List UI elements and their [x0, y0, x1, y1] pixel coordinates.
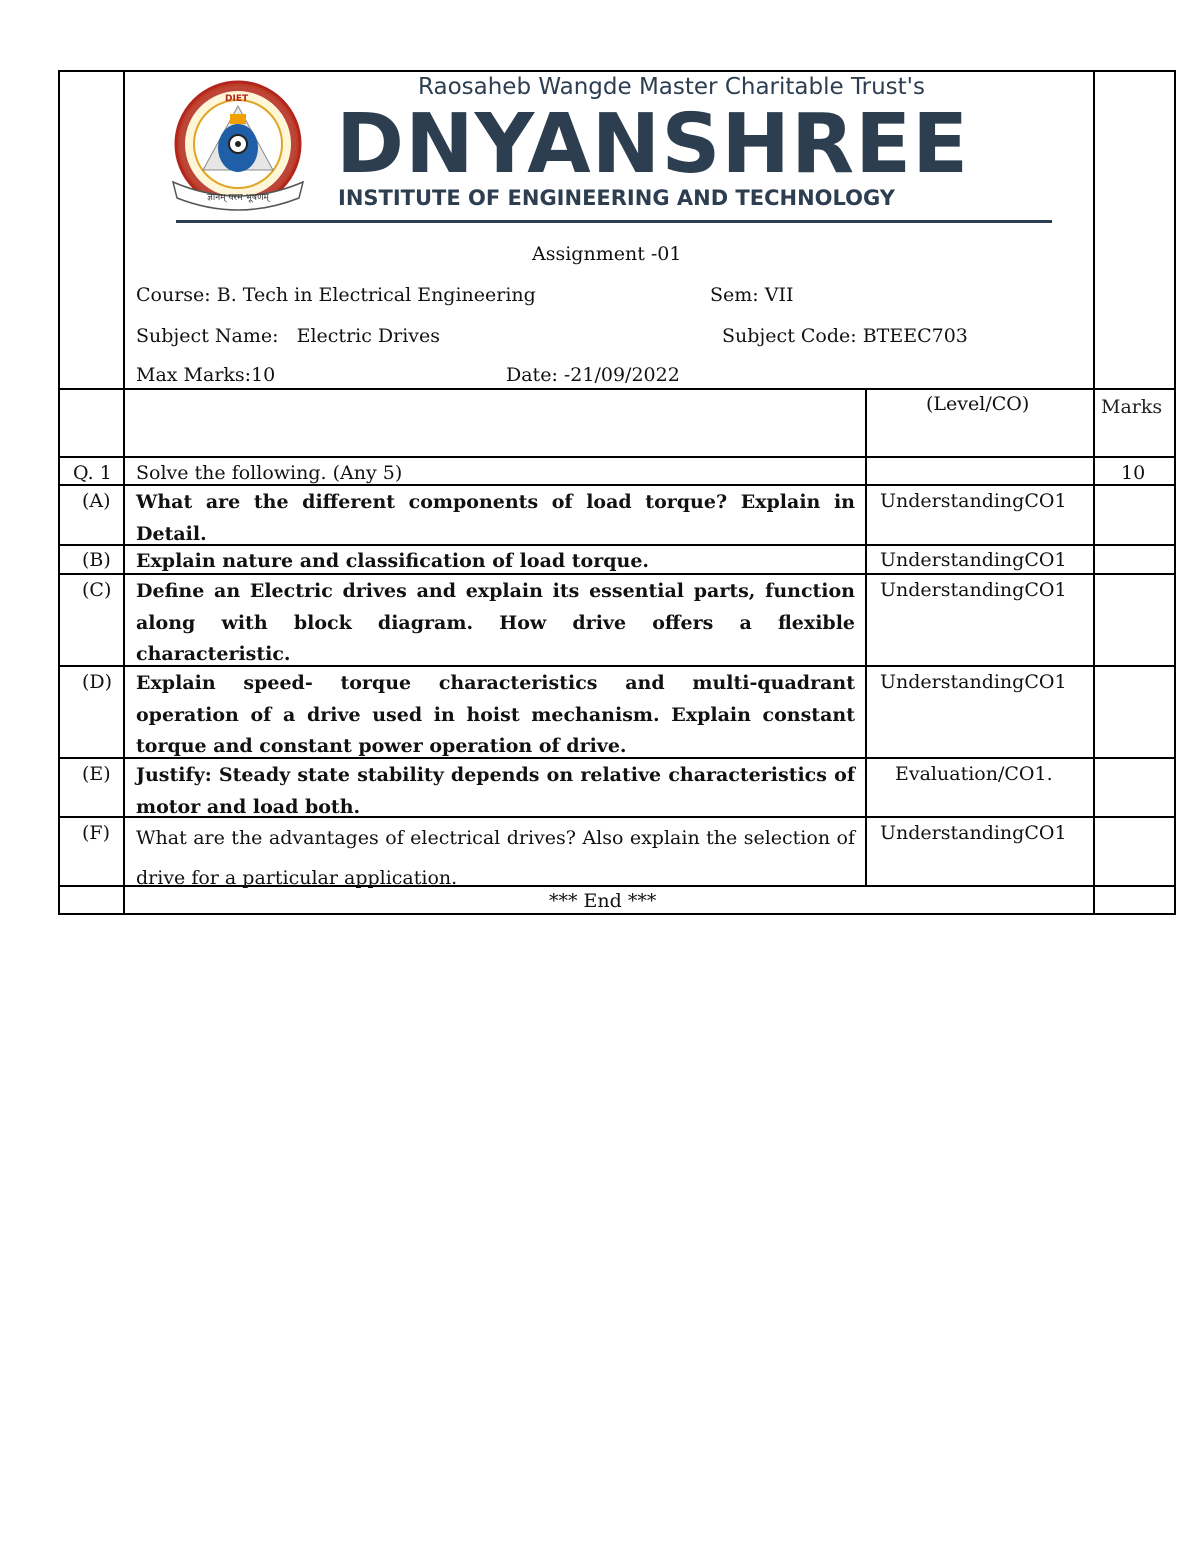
question-number: Q. 1 [73, 462, 112, 484]
row-question: Explain speed- torque characteristics and multi-quadrant operation of a drive used in hoist mechanism. Explain constant torque and constant power operation of drive. [136, 672, 855, 757]
row-level: UnderstandingCO1 [880, 490, 1067, 512]
column-header-marks-text: Marks [1101, 396, 1163, 418]
course-label: Course: B. Tech in Electrical Engineering [136, 284, 536, 306]
row-question: Justify: Steady state stability depends on relative characteristics of motor and load both. [136, 764, 855, 818]
institute-name: DNYANSHREE [336, 97, 970, 192]
institute-subtitle: INSTITUTE OF ENGINEERING AND TECHNOLOGY [338, 186, 895, 210]
row-question: What are the different components of load torque? Explain in Detail. [136, 491, 855, 545]
column-header-level: (Level/CO) [926, 393, 1030, 415]
header-rule [176, 220, 1052, 223]
question-instruction: Solve the following. (Any 5) [136, 462, 403, 484]
column-header-marks [1101, 392, 1171, 423]
row-level: UnderstandingCO1 [880, 549, 1067, 571]
row-question: What are the advantages of electrical drives? Also explain the selection of drive for a particular application. [136, 827, 855, 889]
row-question: Explain nature and classification of load torque. [136, 550, 650, 572]
seal-motto: ज्ञानम् परम भूषणम् [207, 193, 269, 203]
institute-seal [163, 78, 313, 218]
subject-code-label: Subject Code: BTEEC703 [722, 325, 968, 347]
row-level: UnderstandingCO1 [880, 822, 1067, 844]
max-marks-label: Max Marks:10 [136, 364, 276, 386]
question-marks: 10 [1121, 462, 1146, 484]
row-label: (E) [82, 763, 111, 785]
date-label: Date: -21/09/2022 [506, 364, 680, 386]
row-question: Define an Electric drives and explain its essential parts, function along with block diagram. How drive offers a flexible characteristic. [136, 580, 855, 665]
assignment-title: Assignment -01 [532, 243, 682, 265]
row-level: UnderstandingCO1 [880, 671, 1067, 693]
row-label: (B) [82, 549, 111, 571]
row-level: UnderstandingCO1 [880, 579, 1067, 601]
subject-name-label: Subject Name: Electric Drives [136, 325, 441, 347]
seal-center-text: DIET [225, 94, 249, 104]
row-label: (C) [82, 579, 112, 601]
row-level: Evaluation/CO1. [895, 763, 1053, 785]
sem-label: Sem: VII [710, 284, 794, 306]
row-label: (A) [82, 490, 111, 512]
trust-name: Raosaheb Wangde Master Charitable Trust's [418, 74, 925, 100]
row-label: (F) [82, 822, 111, 844]
end-marker: *** End *** [549, 890, 657, 912]
row-label: (D) [82, 671, 113, 693]
